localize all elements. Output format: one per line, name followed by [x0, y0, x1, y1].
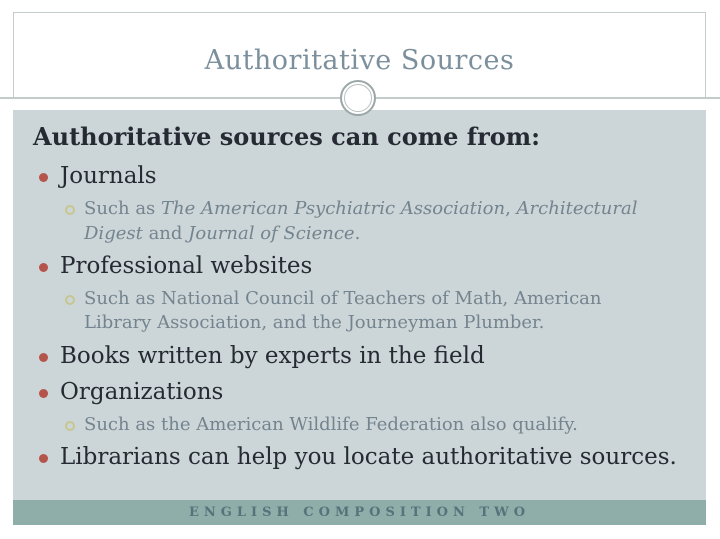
- sub-list-item-text: Such as The American Psychiatric Association, Architectural Digest and Journal of Science.: [84, 198, 638, 244]
- sub-list-item: [65, 197, 686, 246]
- slide-body: [13, 110, 706, 500]
- bullet-dot-icon: [39, 454, 48, 463]
- divider-circle-ornament-icon: [340, 80, 376, 116]
- bullet-dot-icon: [39, 263, 48, 272]
- sub-list-item-text: Such as National Council of Teachers of Math, American Library Association, and the Journeyman Plumber.: [84, 288, 602, 334]
- bullet-dot-icon: [39, 353, 48, 362]
- circle-bullet-icon: [65, 421, 75, 431]
- sub-list-item: [65, 287, 686, 336]
- list-item: [39, 251, 682, 282]
- footer-bar: [13, 500, 706, 525]
- sub-list-item-text: Such as the American Wildlife Federation also qualify.: [84, 413, 578, 435]
- list-item: [39, 161, 682, 192]
- list-item-label: Librarians can help you locate authoritative sources.: [60, 444, 677, 471]
- circle-bullet-icon: [65, 205, 75, 215]
- list-item: [39, 377, 682, 408]
- list-item-label: Organizations: [60, 378, 224, 405]
- circle-bullet-icon: [65, 295, 75, 305]
- slide-title: Authoritative Sources: [204, 45, 515, 76]
- list-item-label: Journals: [60, 163, 157, 190]
- list-item: [39, 341, 682, 372]
- bullet-list: [13, 161, 706, 473]
- bullet-dot-icon: [39, 173, 48, 182]
- sub-list-item: [65, 413, 686, 437]
- footer-text: ENGLISH COMPOSITION TWO: [188, 505, 531, 520]
- content-heading: Authoritative sources can come from:: [33, 122, 540, 151]
- list-item-label: Books written by experts in the field: [60, 342, 485, 369]
- bullet-dot-icon: [39, 389, 48, 398]
- list-item-label: Professional websites: [60, 253, 313, 280]
- list-item: [39, 442, 682, 473]
